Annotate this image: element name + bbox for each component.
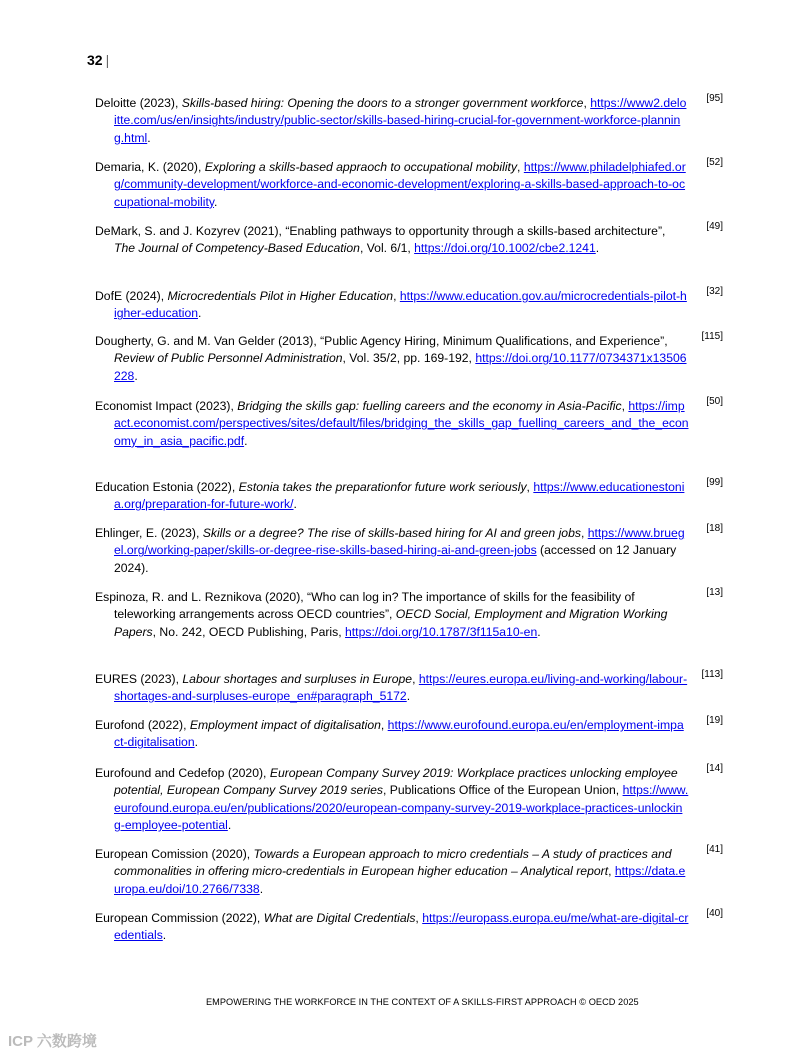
- reference-title: Microcredentials Pilot in Higher Education: [167, 289, 394, 303]
- reference-tag: [95]: [706, 93, 723, 104]
- reference-entry: [95, 908, 723, 945]
- reference-entry: [95, 763, 723, 835]
- reference-link[interactable]: https://www.eurofound.europa.eu/en/employment-impact-digitalisation: [114, 718, 684, 750]
- reference-entry: [95, 396, 723, 450]
- reference-tag: [18]: [706, 523, 723, 534]
- reference-link[interactable]: https://www.philadelphiafed.org/community-development/workforce-and-economic-development/exploring-a-skills-based-approach-to-occupational-mobility: [114, 160, 686, 209]
- reference-tail: .: [214, 194, 218, 209]
- reference-tail: .: [595, 241, 600, 256]
- reference-title: Labour shortages and surpluses in Europe: [182, 672, 413, 686]
- reference-link[interactable]: https://doi.org/10.1787/3f115a10-en: [345, 624, 538, 639]
- reference-title: European Company Survey 2019: Workplace practices unlocking employee potential, European Company Survey 2019 series: [114, 766, 678, 798]
- reference-author: Education Estonia (2022),: [95, 480, 239, 494]
- reference-details: ,: [580, 526, 588, 540]
- reference-tail: .: [162, 928, 167, 943]
- reference-title: Bridging the skills gap: fuelling careers and the economy in Asia-Pacific: [237, 399, 622, 413]
- reference-link[interactable]: https://www.bruegel.org/working-paper/skills-or-degree-rise-skills-based-hiring-ai-and-green-jobs: [114, 526, 685, 558]
- reference-author: Eurofond (2022),: [95, 718, 190, 732]
- reference-link[interactable]: https://www.education.gov.au/microcredentials-pilot-higher-education: [114, 289, 687, 321]
- reference-tag: [50]: [706, 396, 723, 407]
- reference-entry: [95, 715, 723, 752]
- reference-title: Estonia takes the preparationfor future work seriously: [238, 480, 527, 494]
- reference-link[interactable]: https://europass.europa.eu/me/what-are-digital-credentials: [114, 911, 689, 943]
- reference-title: Exploring a skills-based appraoch to occupational mobility: [204, 160, 518, 174]
- reference-tail: .: [293, 497, 297, 512]
- reference-tag: [32]: [706, 286, 723, 297]
- page-number: [87, 52, 109, 68]
- reference-entry: [95, 331, 723, 385]
- reference-tail: .: [194, 735, 199, 750]
- reference-title: The Journal of Competency-Based Education: [114, 241, 360, 256]
- reference-tag: [49]: [706, 221, 723, 232]
- reference-title: What are Digital Credentials: [263, 911, 416, 925]
- reference-title: Towards a European approach to micro credentials – A study of practices and commonalities in offering micro-credentials in European higher education – Analytical report: [114, 847, 672, 879]
- reference-tail: .: [537, 624, 541, 639]
- reference-entry: [95, 286, 723, 323]
- reference-link[interactable]: https://www.educationestonia.org/preparation-for-future-work/: [114, 480, 685, 512]
- reference-link[interactable]: https://www2.deloitte.com/us/en/insights/industry/public-sector/skills-based-hiring-crucial-for-government-workforce-planning.html: [114, 96, 687, 145]
- reference-tail: .: [147, 130, 151, 145]
- reference-link[interactable]: https://doi.org/10.1002/cbe2.1241: [414, 241, 596, 256]
- reference-title: Skills-based hiring: Opening the doors to a stronger government workforce: [181, 96, 584, 110]
- reference-author: DeMark, S. and J. Kozyrev (2021), “Enabling pathways to opportunity through a skills-based architecture”,: [95, 224, 666, 238]
- reference-title: Skills or a degree? The rise of skills-based hiring for AI and green jobs: [202, 526, 581, 540]
- reference-entry: [95, 587, 723, 641]
- reference-author: DofE (2024),: [95, 289, 168, 303]
- reference-details: ,: [621, 399, 629, 413]
- reference-tag: [113]: [701, 669, 723, 680]
- reference-tail: .: [227, 818, 232, 833]
- reference-tail: (accessed on 12 January 2024).: [114, 543, 677, 575]
- reference-details: ,: [415, 911, 423, 925]
- reference-tag: [41]: [706, 844, 723, 855]
- reference-entry: [95, 93, 723, 147]
- reference-details: , Publications Office of the European Union,: [382, 783, 623, 798]
- reference-link[interactable]: https://eures.europa.eu/living-and-working/labour-shortages-and-surpluses-europe_en#paragraph_5172: [114, 672, 688, 704]
- reference-title: Review of Public Personnel Administration: [114, 351, 343, 366]
- reference-tag: [13]: [706, 587, 723, 598]
- reference-details: ,: [608, 864, 615, 879]
- page-footer: EMPOWERING THE WORKFORCE IN THE CONTEXT OF A SKILLS-FIRST APPROACH © OECD 2025: [206, 997, 639, 1007]
- reference-details: ,: [393, 289, 400, 303]
- reference-author: European Comission (2020),: [95, 847, 254, 861]
- reference-tag: [52]: [706, 157, 723, 168]
- page-number-separator: |: [105, 52, 110, 68]
- reference-author: Ehlinger, E. (2023),: [95, 526, 203, 540]
- reference-tail: .: [406, 689, 411, 704]
- reference-entry: [95, 523, 723, 577]
- reference-author: Demaria, K. (2020),: [95, 160, 205, 174]
- reference-entry: [95, 221, 723, 258]
- reference-title: Employment impact of digitalisation: [189, 718, 381, 732]
- reference-tail: .: [244, 433, 248, 448]
- reference-details: ,: [517, 160, 524, 174]
- reference-details: , No. 242, OECD Publishing, Paris,: [152, 624, 346, 639]
- reference-author: Economist Impact (2023),: [95, 399, 238, 413]
- reference-tag: [115]: [701, 331, 723, 342]
- reference-author: Espinoza, R. and L. Reznikova (2020), “Who can log in? The importance of skills for the feasibility of teleworking arrangements across OECD countries”,: [95, 590, 635, 622]
- reference-entry: [95, 477, 723, 514]
- reference-tag: [99]: [706, 477, 723, 488]
- reference-entry: [95, 157, 723, 211]
- reference-tag: [19]: [706, 715, 723, 726]
- reference-author: Eurofound and Cedefop (2020),: [95, 766, 270, 780]
- watermark: ICP 六数跨境: [8, 1033, 97, 1050]
- reference-details: , Vol. 6/1,: [359, 241, 415, 256]
- reference-tag: [40]: [706, 908, 723, 919]
- reference-tail: .: [198, 306, 202, 321]
- reference-details: , Vol. 35/2, pp. 169-192,: [342, 351, 476, 366]
- reference-tag: [14]: [706, 763, 723, 774]
- reference-link[interactable]: https://impact.economist.com/perspectives/sites/default/files/bridging_the_skills_gap_fuelling_careers_and_the_economy_in_asia_pacific.pdf: [114, 399, 689, 448]
- reference-tail: .: [134, 368, 138, 383]
- reference-title: OECD Social, Employment and Migration Working Papers: [114, 607, 668, 639]
- reference-link[interactable]: https://www.eurofound.europa.eu/en/publications/2020/european-company-survey-2019-workplace-practices-unlocking-employee-potential: [114, 783, 689, 833]
- reference-entry: [95, 844, 723, 898]
- reference-author: EURES (2023),: [95, 672, 183, 686]
- reference-tail: .: [259, 881, 264, 896]
- reference-details: ,: [380, 718, 388, 732]
- reference-entry: [95, 669, 723, 706]
- reference-author: Dougherty, G. and M. Van Gelder (2013), “Public Agency Hiring, Minimum Qualifications, and Experience”,: [95, 334, 668, 348]
- page-number-value: 32: [87, 52, 103, 68]
- reference-details: ,: [526, 480, 534, 494]
- reference-author: Deloitte (2023),: [95, 96, 182, 110]
- reference-details: ,: [583, 96, 591, 110]
- reference-link[interactable]: https://doi.org/10.1177/0734371x13506228: [114, 351, 687, 383]
- reference-details: ,: [412, 672, 419, 686]
- reference-author: European Commission (2022),: [95, 911, 264, 925]
- reference-link[interactable]: https://data.europa.eu/doi/10.2766/7338: [114, 864, 686, 896]
